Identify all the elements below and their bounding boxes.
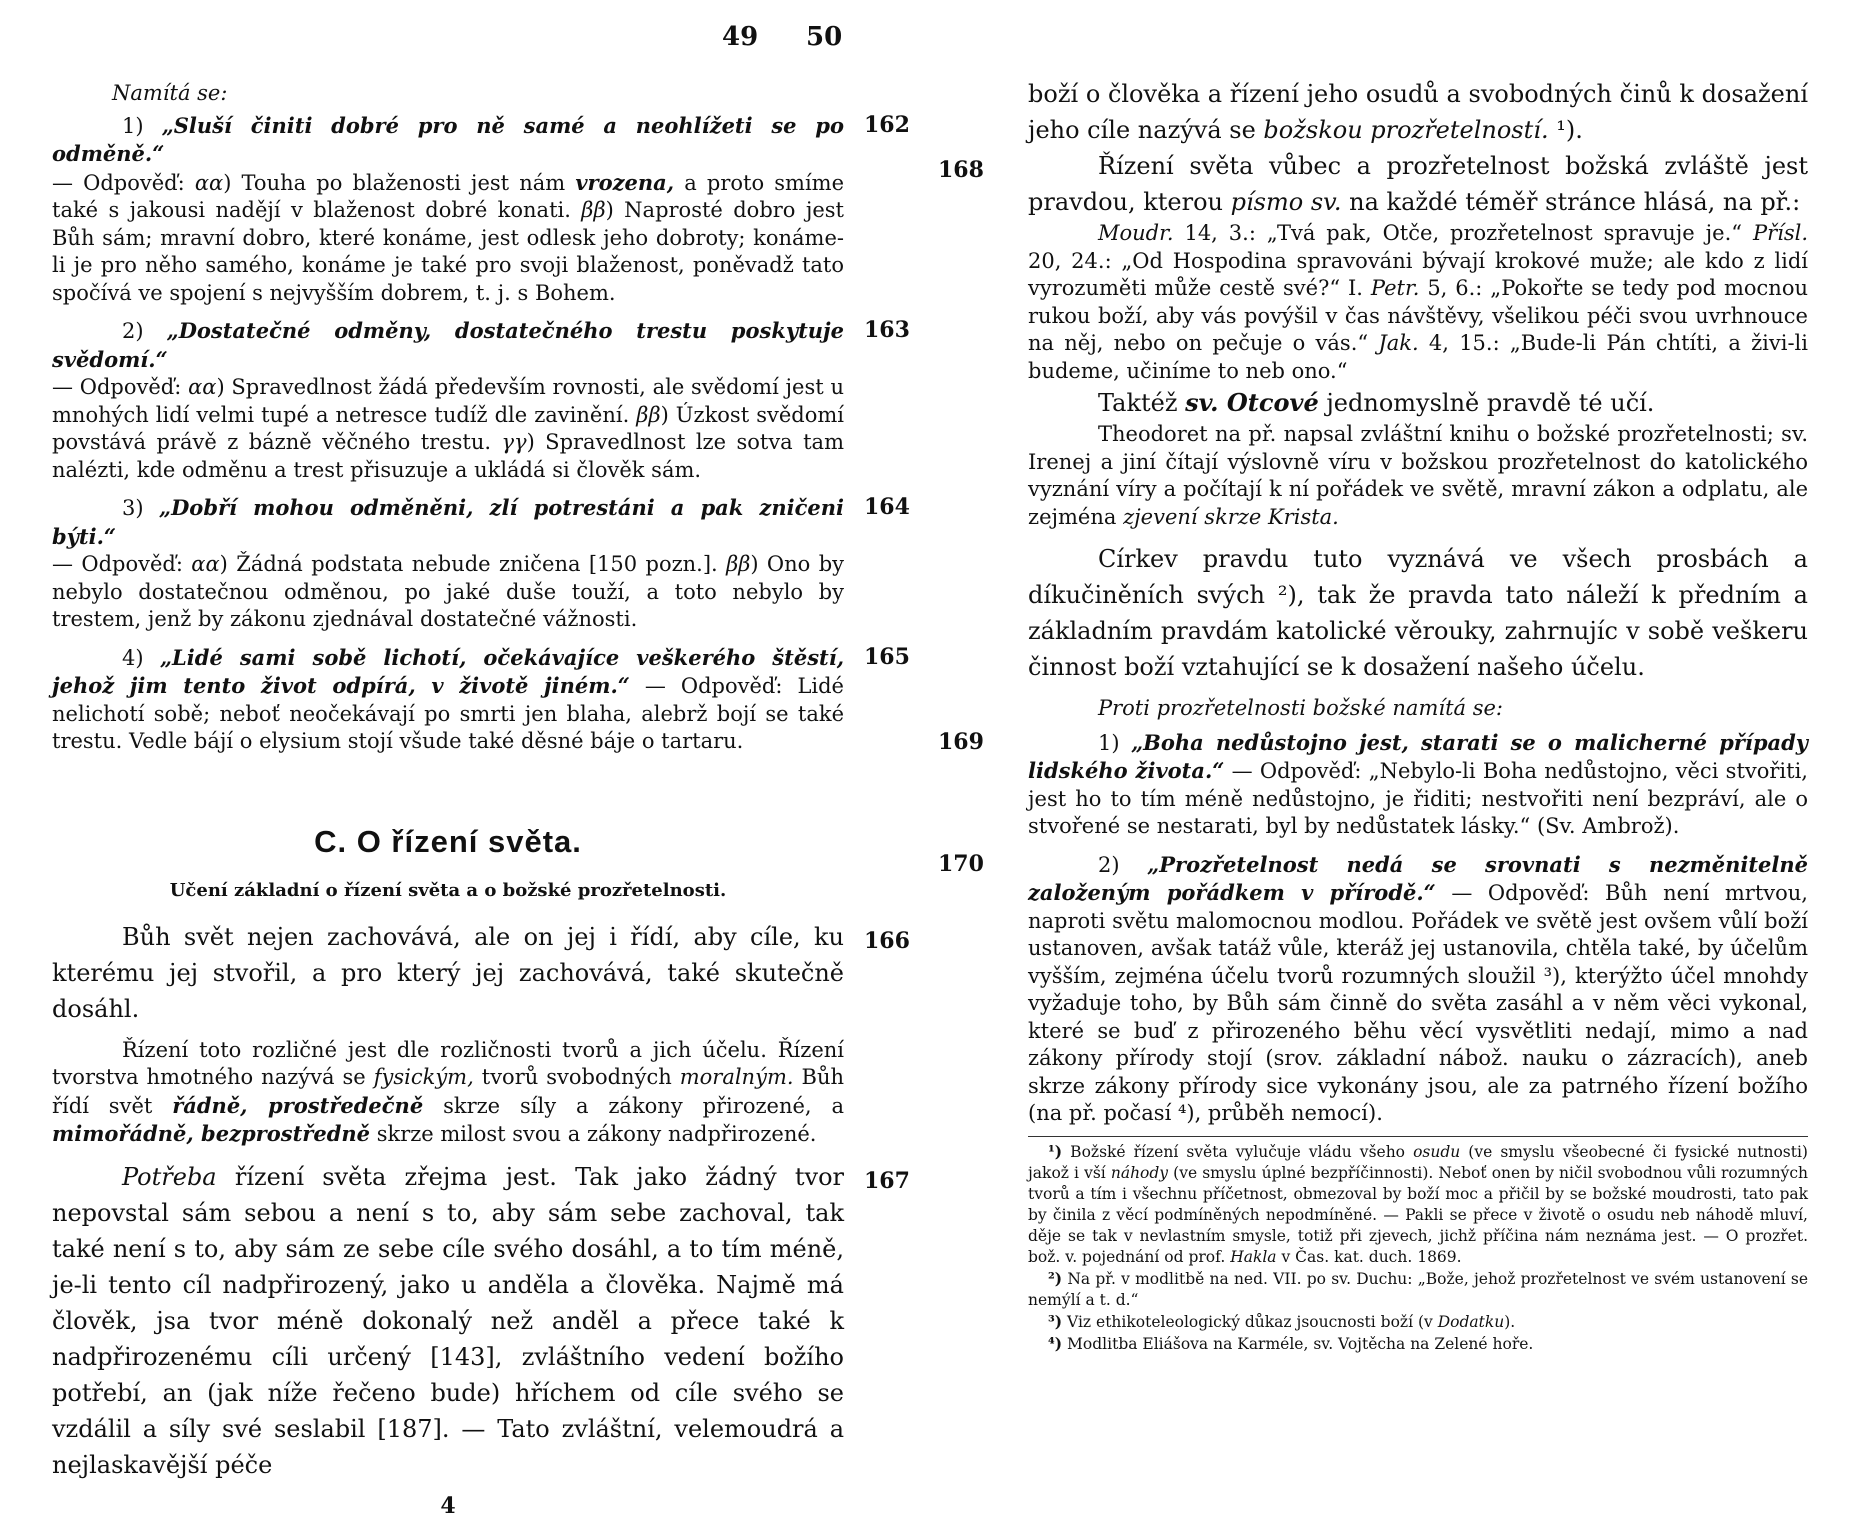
objections-intro-2: Proti prozřetelnosti božské namítá se: <box>1028 695 1808 723</box>
reply-text: ) Ono by nebylo dostatečnou odměnou, po jaké duše touží, a toto nebylo by trestem, jenž by zákonu zjednával dostatečné vážnosti. <box>52 552 844 631</box>
paragraph-167 <box>52 1159 844 1483</box>
reply-text: a proto smíme také s jakousi nadějí v blaženost dobré konati. <box>52 171 844 223</box>
page-number-left: 49 <box>722 22 758 52</box>
paragraph-166 <box>52 919 844 1027</box>
reply-text: — Odpověď: Lidé nelichotí sobě; neboť neočekávají po smrti jen blaha, alebrž bojí se také trestu. Vedle bájí o elysium stojí všude také děsné báje o tartaru. <box>52 674 844 753</box>
objection-164 <box>52 494 844 634</box>
paragraph-167-text: řízení světa zřejma jest. Tak jako žádný tvor nepovstal sám sebou a není s to, aby sám sebe zachoval, tak také není s to, aby sám ze sebe cíle svého dosáhl, a to tím méně, je-li tento cíl nadpřirozený, jako u anděla a člověka. Najmě má člověk, jsa tvor méně dokonalý než anděl a přece také k nadpřirozenému cíli určený [143], zvláštního vedení božího potřebí, an (jak níže řečeno bude) hříchem od cíle svého se vzdálil a síly své seslabil [187]. — Tato zvláštní, velemoudrá a nejlaskavější péče <box>52 1163 844 1479</box>
margin-number-164: 164 <box>864 494 910 522</box>
objection-quote: „Lidé sami sobě lichotí, očekávajíce veškerého štěstí, jehož jim tento život odpírá, v životě jiném.“ <box>52 645 844 699</box>
objection-165 <box>52 644 844 756</box>
greek-marker: ββ <box>581 198 605 222</box>
footnote-1: ¹) Božské řízení světa vylučuje vládu všeho osudu (ve smyslu všeobecné či fysické nutnosti) jakož i vší náhody (ve smyslu úplné bezpříčinnosti). Neboť onen by ničil svobodnou vůli rozumných tvorů a tím i všechnu příčetnost, obmezoval by boží moc a přičil by se božské moudrosti, tato pak by činila z věcí podmíněných nepodmíněné. — Pakli se přece v životě o osudu neb náhodě mluví, děje se tak v nevlastním smysle, totiž při zjevech, jichž příčina nám neznáma jest. — O prozřet. bož. v. pojednání od prof. Hakla v Čas. kat. duch. 1869. <box>1028 1141 1808 1268</box>
objection-quote: „Dobří mohou odměněni, zlí potrestáni a pak zničeni býti.“ <box>52 495 844 549</box>
objection-quote: „Dostatečné odměny, dostatečného trestu poskytuje svědomí.“ <box>52 318 844 372</box>
margin-number-170: 170 <box>938 851 984 879</box>
objection-lead: 1) <box>122 114 162 138</box>
paragraph-continued: boží o člověka a řízení jeho osudů a svobodných činů k dosažení jeho cíle nazývá se božskou prozřetelností. ¹). <box>1028 76 1808 148</box>
reply-text: ) Spravedlnost lze sotva tam nalézti, kde odměnu a trest přisuzuje a ukládá si člověk sám. <box>52 430 844 482</box>
reply-label: — Odpověď: <box>52 552 191 576</box>
greek-marker: ββ <box>636 403 660 427</box>
page-number-right: 50 <box>806 22 842 52</box>
greek-marker: αα <box>195 171 223 195</box>
reply-text: ) Touha po blaženosti jest nám <box>223 171 575 195</box>
greek-marker: γγ <box>501 430 526 454</box>
margin-number-162: 162 <box>864 112 910 140</box>
objection-quote: „Sluší činiti dobré pro ně samé a neohlížeti se po odměně.“ <box>52 113 844 167</box>
reply-text: ) Spravedlnost žádá především rovnosti, ale svědomí jest u mnohých lidí velmi tupé a netresce tudíž dle zavinění. <box>52 375 844 427</box>
scripture-quotes: Moudr. 14, 3.: „Tvá pak, Otče, prozřetelnost spravuje je.“ Přísl. 20, 24.: „Od Hospodina spravováni bývají krokové muže; ale kdo z lidí vyrozuměti může cestě své?“ I. Petr. 5, 6.: „Pokořte se tedy pod mocnou rukou boží, aby vás povýšil v čas návštěvy, všelikou péči svou uvrhnouce na něj, nebo on pečuje o vás.“ Jak. 4, 15.: „Bude-li Pán chtíti, a živi-li budeme, učiníme to neb ono.“ <box>1028 220 1808 385</box>
paragraph-cirkev: Církev pravdu tuto vyznává ve všech prosbách a díkučiněních svých ²), tak že pravda tato náleží k předním a základním pravdám katolické věrouky, zahrnujíc v sobě veškeru činnost boží vztahující se k dosažení našeho účelu. <box>1028 541 1808 685</box>
paragraph-167-lead: Potřeba <box>122 1163 217 1191</box>
section-subtitle: Učení základní o řízení světa a o božské prozřetelnosti. <box>52 877 844 905</box>
margin-number-167: 167 <box>864 1163 910 1199</box>
reply-emphasis: vrozena, <box>575 170 674 195</box>
reply-text: ) Úzkost svědomí povstává právě z bázně věčného trestu. <box>52 403 844 455</box>
margin-number-165: 165 <box>864 644 910 672</box>
objection-lead: 4) <box>122 646 160 670</box>
paragraph-168: 168 Řízení světa vůbec a prozřetelnost božská zvláště jest pravdou, kterou písmo sv. na každé téměř stránce hlásá, na př.: <box>1028 148 1808 220</box>
right-page <box>1028 80 1808 1355</box>
objection-163 <box>52 317 844 484</box>
greek-marker: ββ <box>726 552 750 576</box>
objection-162 <box>52 112 844 308</box>
footnote-2: ²) Na př. v modlitbě na ned. VII. po sv. Duchu: „Bože, jehož prozřetelnost ve svém ustanovení se nemýlí a t. d.“ <box>1028 1268 1808 1311</box>
paragraph-theodoret: Theodoret na př. napsal zvláštní knihu o božské prozřetelnosti; sv. Irenej a jiní čítají výslovně víru v božskou prozřetelnost do katolického vyznání víry a počítají k ní pořádek ve světě, mravní zákon a odplatu, ale zejména zjevení skrze Krista. <box>1028 421 1808 531</box>
paragraph-otcove: Taktéž sv. Otcové jednomyslně pravdě té učí. <box>1028 385 1808 421</box>
margin-number-166: 166 <box>864 923 910 959</box>
reply-label: — Odpověď: <box>52 375 188 399</box>
objection-lead: 3) <box>122 496 159 520</box>
footnote-3: ³) Viz ethikoteleologický důkaz jsoucnosti boží (v Dodatku). <box>1028 1311 1808 1333</box>
objections-intro: Namítá se: <box>52 80 844 108</box>
objection-lead: 2) <box>122 319 167 343</box>
left-page <box>52 80 844 1520</box>
paragraph-166-text: Bůh svět nejen zachovává, ale on jej i řídí, aby cíle, ku kterému jej stvořil, a pro který jej zachovává, také skutečně dosáhl. <box>52 919 844 1027</box>
reply-text: ) Naprosté dobro jest Bůh sám; mravní dobro, které konáme, jest odlesk jeho dobroty; konáme-li je pro něho samého, konáme je také pro svoji blaženost, poněvadž tato spočívá ve spojení s nejvyšším dobrem, t. j. s Bohem. <box>52 198 844 305</box>
reply-label: — Odpověď: <box>52 171 195 195</box>
footnote-4: ⁴) Modlitba Eliášova na Karméle, sv. Vojtěcha na Zelené hoře. <box>1028 1333 1808 1355</box>
signature-mark: 4 <box>52 1493 844 1520</box>
footnotes <box>1028 1136 1808 1355</box>
objection-170: 170 2) „Prozřetelnost nedá se srovnati s nezměnitelně založeným pořádkem v přírodě.“ — Odpověď: Bůh není mrtvou, naproti světu malomocnou modlou. Pořádek ve světě jest ovšem vůlí boží ustanoven, avšak tatáž vůle, kteráž jej ustanovila, chtěla také, by účelům vyšším, zejména účelu tvorů rozumných sloužil ³), kterýžto účel mnohdy vyžaduje toho, by Bůh sám činně do světa zasáhl a v něm věci vykonal, které se buď z přirozeného běhu věcí vysvětliti nedají, mimo a nad zákony přírody stojí (srov. základní nábož. nauku o zázracích), aneb skrze zákony přírody sice vykonány jsou, ale za patrného řízení božího (na př. počasí ⁴), průběh nemocí). <box>1028 851 1808 1128</box>
greek-marker: αα <box>188 375 216 399</box>
reply-text: ) Žádná podstata nebude zničena [150 pozn.]. <box>220 552 726 576</box>
paragraph-rizeni: Řízení toto rozličné jest dle rozličnosti tvorů a jich účelu. Řízení tvorstva hmotného nazývá se fysickým, tvorů svobodných moralným. Bůh řídí svět řádně, prostředečně skrze síly a zákony přirozené, a mimořádně, bezprostředně skrze milost svou a zákony nadpřirozené. <box>52 1037 844 1149</box>
margin-number-168: 168 <box>938 152 984 188</box>
greek-marker: αα <box>191 552 219 576</box>
section-title: C. O řízení světa. <box>52 828 844 856</box>
objection-169: 169 1) „Boha nedůstojno jest, starati se o malicherné případy lidského života.“ — Odpověď: „Nebylo-li Boha nedůstojno, věci stvořiti, jest ho to tím méně nedůstojno, je řiditi; nestvořiti není bezpráví, ale o stvořené se nestarati, byl by nedůstatek lásky.“ (Sv. Ambrož). <box>1028 729 1808 841</box>
margin-number-169: 169 <box>938 729 984 757</box>
margin-number-163: 163 <box>864 317 910 345</box>
